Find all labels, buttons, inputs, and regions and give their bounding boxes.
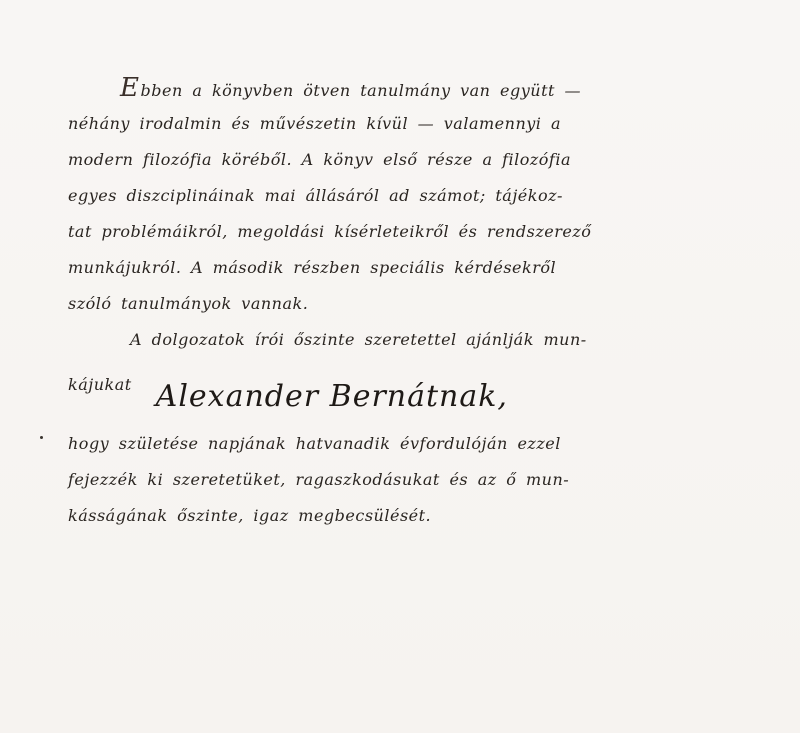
text-line: szóló tanulmányok vannak.	[68, 294, 309, 313]
dedication-text	[68, 70, 708, 534]
text-line: A dolgozatok írói őszinte szeretettel ajánlják mun-	[130, 330, 587, 349]
drop-cap: E	[120, 73, 140, 103]
text-line: fejezzék ki szeretetüket, ragaszkodásukat és az ő mun-	[68, 470, 570, 489]
paragraph-intro	[68, 70, 708, 322]
text-line: hogy születése napjának hatvanadik évfordulóján ezzel	[68, 434, 561, 453]
text-line: egyes diszciplináinak mai állásáról ad számot; tájékoz-	[68, 186, 563, 205]
dedicatee-name: Alexander Bernátnak,	[155, 379, 508, 414]
text-line: kásságának őszinte, igaz megbecsülését.	[68, 506, 432, 525]
paragraph-dedication	[68, 322, 708, 534]
text-line: munkájukról. A második részben speciális kérdésekről	[68, 258, 557, 277]
text-line-content: kájukat	[68, 375, 132, 394]
text-line: tat problémáikról, megoldási kísérleteikről és rendszerező	[68, 222, 592, 241]
dedicatee-line	[68, 358, 708, 412]
text-line: néhány irodalmin és művészetin kívül — valamennyi a	[68, 114, 562, 133]
text-line: modern filozófia köréből. A könyv első része a filozófia	[68, 150, 571, 169]
ink-speck	[40, 436, 43, 439]
text-line-content: bben a könyvben ötven tanulmány van együtt —	[140, 81, 582, 100]
spacer	[68, 412, 708, 426]
text-line	[68, 70, 708, 106]
